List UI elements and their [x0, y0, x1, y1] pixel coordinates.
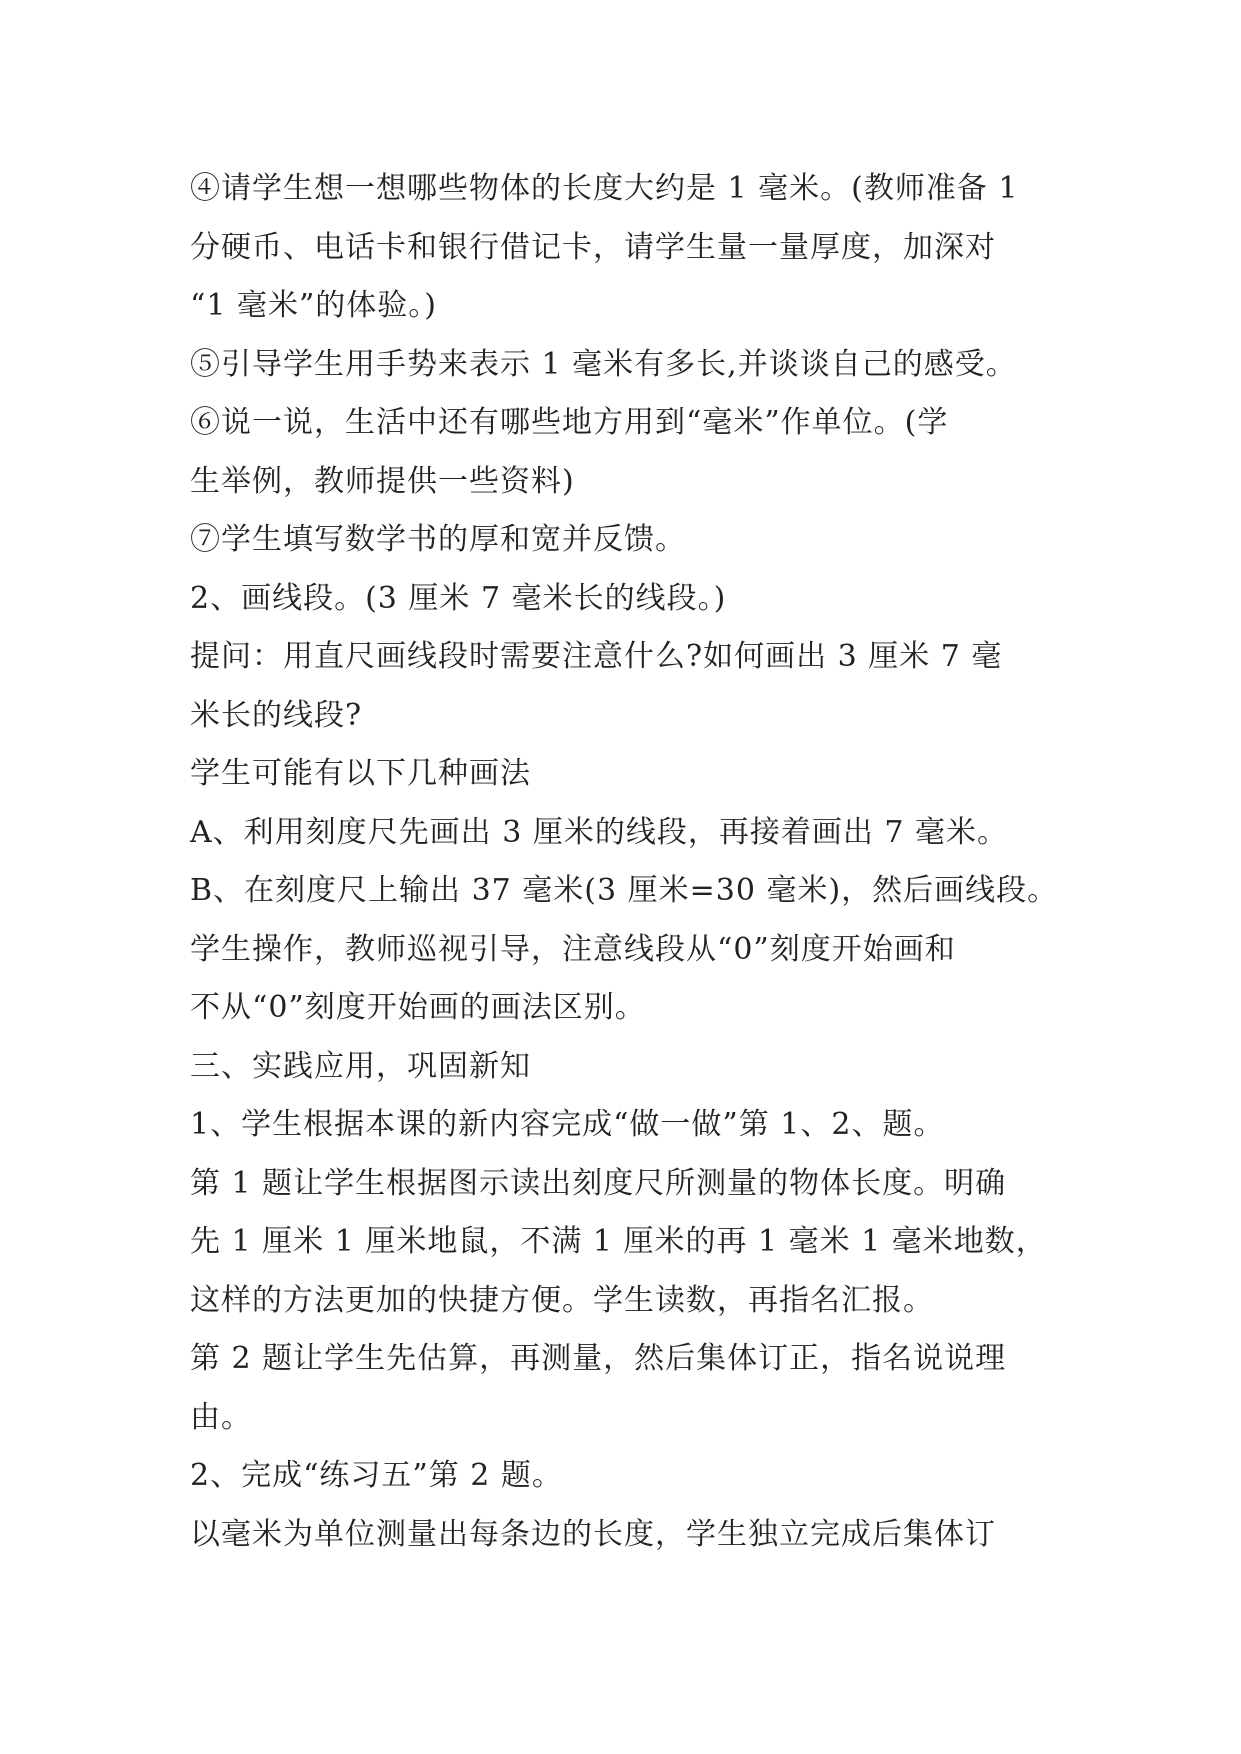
section-heading-line: 三、实践应用，巩固新知: [190, 1048, 531, 1084]
text-line: 分硬币、电话卡和银行借记卡，请学生量一量厚度，加深对: [190, 229, 996, 265]
text-line: 学生可能有以下几种画法: [190, 756, 531, 791]
text-line: 学生操作，教师巡视引导，注意线段从“0”刻度开始画和: [190, 931, 956, 967]
text-line: ⑦学生填写数学书的厚和宽并反馈。: [190, 522, 686, 557]
text-line: 第 2 题让学生先估算，再测量，然后集体订正，指名说说理: [190, 1341, 1007, 1376]
text-line: 由。: [190, 1399, 252, 1435]
text-line: 1、学生根据本课的新内容完成“做一做”第 1、2、题。: [190, 1107, 945, 1142]
text-line: 2、完成“练习五”第 2 题。: [190, 1458, 563, 1493]
document-body: [190, 160, 1070, 1564]
text-line: 这样的方法更加的快捷方便。学生读数，再指名汇报。: [190, 1282, 934, 1318]
text-line: B、在刻度尺上输出 37 毫米(3 厘米=30 毫米)，然后画线段。: [190, 873, 1059, 908]
text-line: 生举例，教师提供一些资料): [190, 463, 575, 499]
text-line: 提问：用直尺画线段时需要注意什么?如何画出 3 厘米 7 毫: [190, 639, 1003, 674]
text-line: A、利用刻度尺先画出 3 厘米的线段，再接着画出 7 毫米。: [190, 814, 1008, 850]
text-line: 先 1 厘米 1 厘米地鼠，不满 1 厘米的再 1 毫米 1 毫米地数，: [190, 1224, 1047, 1259]
text-line: ④请学生想一想哪些物体的长度大约是 1 毫米。(教师准备 1: [190, 171, 1019, 206]
text-line: 第 1 题让学生根据图示读出刻度尺所测量的物体长度。明确: [190, 1165, 1007, 1201]
text-line: 米长的线段?: [190, 697, 363, 733]
text-line: 以毫米为单位测量出每条边的长度，学生独立完成后集体订: [190, 1516, 996, 1552]
text-line: “1 毫米”的体验。): [190, 288, 438, 323]
section-heading-line: 2、画线段。(3 厘米 7 毫米长的线段。): [190, 580, 727, 616]
text-line: ⑥说一说，生活中还有哪些地方用到“毫米”作单位。(学: [190, 405, 949, 440]
text-line: 不从“0”刻度开始画的画法区别。: [190, 990, 646, 1025]
text-line: ⑤引导学生用手势来表示 1 毫米有多长,并谈谈自己的感受。: [190, 346, 1017, 382]
